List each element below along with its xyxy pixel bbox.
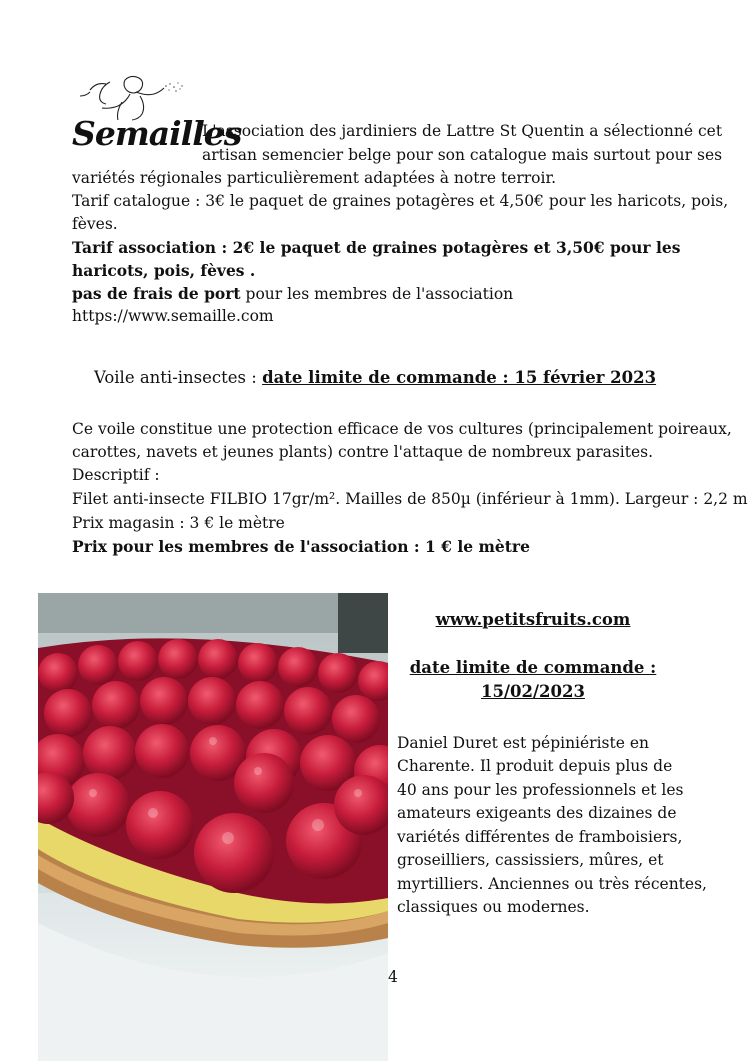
petitsfruits-body-line: amateurs exigeants des dizaines de [397, 804, 677, 822]
page-number: 4 [388, 968, 398, 986]
voile-filet-line: Filet anti-insecte FILBIO 17gr/m². Mailles de 850µ (inférieur à 1mm). Largeur : 2,2 m [72, 490, 748, 508]
frais-de-port-line [72, 282, 513, 307]
petitsfruits-body-line: Daniel Duret est pépiniériste en [397, 734, 649, 752]
semaille-intro-line2: artisan semencier belge pour son catalogue mais surtout pour ses [202, 146, 723, 164]
petitsfruits-body-line: variétés différentes de framboisiers, [397, 828, 683, 846]
tarif-catalogue-line1: Tarif catalogue : 3€ le paquet de graines potagères et 4,50€ pour les haricots, pois, [72, 192, 729, 210]
semaille-intro-line1: L'association des jardiniers de Lattre St Quentin a sélectionné cet [202, 122, 723, 140]
petitsfruits-deadline-line1: date limite de commande : [409, 658, 657, 677]
voile-heading-prefix: Voile anti-insectes : [93, 368, 263, 387]
petitsfruits-body-line: 40 ans pour les professionnels et les [397, 781, 684, 799]
voile-prix-membres: Prix pour les membres de l'association : 1 € le mètre [72, 537, 530, 556]
petitsfruits-body-line: Charente. Il produit depuis plus de [397, 757, 673, 775]
tarif-catalogue-line2: fèves. [72, 215, 118, 233]
voile-prix-magasin: Prix magasin : 3 € le mètre [72, 514, 285, 532]
petitsfruits-body-line: groseilliers, cassissiers, mûres, et [397, 851, 664, 869]
petitsfruits-body-line: myrtilliers. Anciennes ou très récentes, [397, 875, 707, 893]
petitsfruits-deadline-line2: 15/02/2023 [481, 682, 585, 701]
semaille-url[interactable]: https://www.semaille.com [72, 307, 274, 325]
voile-desc-line2: carottes, navets et jeunes plants) contre l'attaque de nombreux parasites. [72, 443, 654, 461]
semaille-intro-line3: variétés régionales particulièrement adaptées à notre terroir. [72, 169, 557, 187]
semailles-logo-text: Semailles [72, 114, 242, 153]
tarif-association-line2: haricots, pois, fèves . [72, 261, 256, 280]
voile-heading [0, 366, 750, 390]
voile-deadline: date limite de commande : 15 février 2023 [262, 368, 657, 387]
tarif-association-line1: Tarif association : 2€ le paquet de graines potagères et 3,50€ pour les [72, 238, 681, 257]
frais-de-port-bold: pas de frais de port [72, 284, 241, 303]
voile-descriptif-label: Descriptif : [72, 466, 160, 484]
voile-desc-line1: Ce voile constitue une protection efficace de vos cultures (principalement poireaux, [72, 420, 732, 438]
petitsfruits-body-line: classiques ou modernes. [397, 898, 590, 916]
frais-de-port-rest: pour les membres de l'association [240, 285, 514, 303]
petitsfruits-url[interactable]: www.petitsfruits.com [435, 610, 631, 629]
raspberry-tart-image [38, 593, 388, 1061]
